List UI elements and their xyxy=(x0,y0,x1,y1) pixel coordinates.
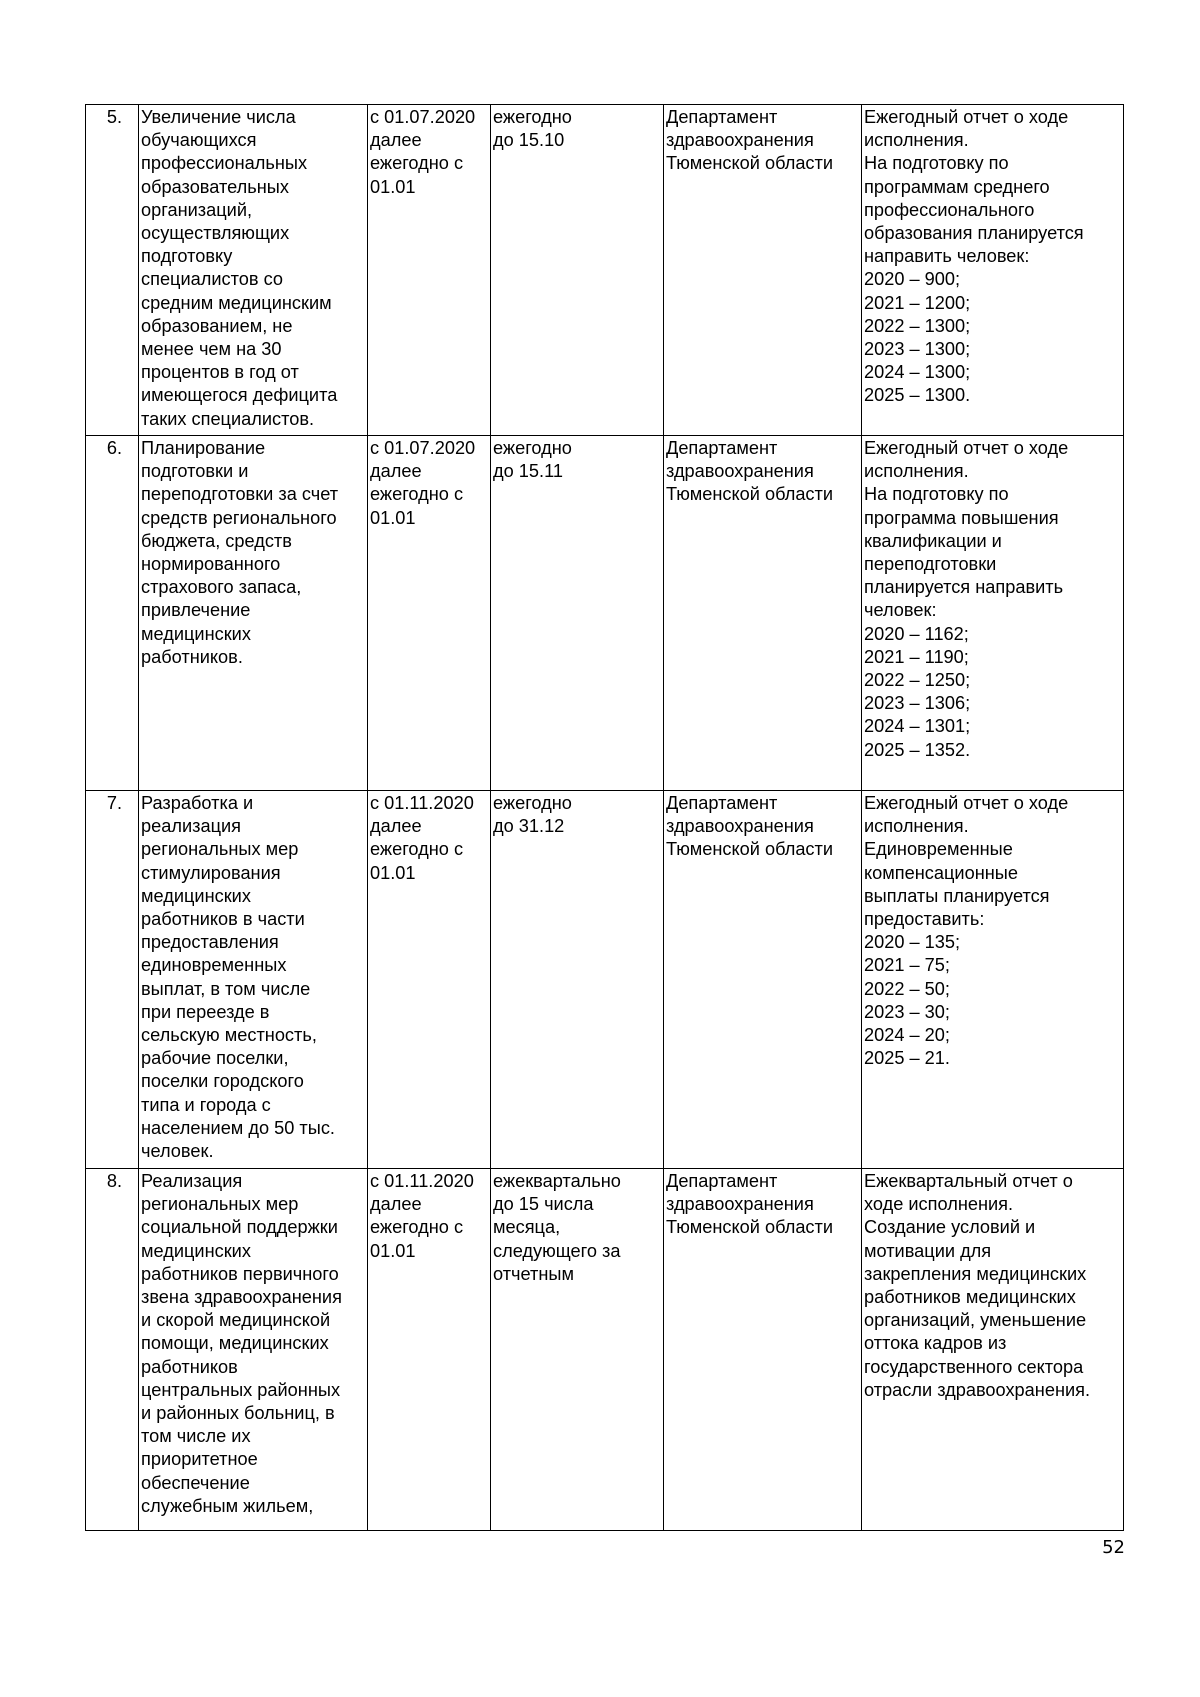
start-date-cell: с 01.11.2020 далее ежегодно с 01.01 xyxy=(368,1169,491,1531)
deadline-cell: ежегодно до 15.10 xyxy=(491,105,664,436)
deadline-cell: ежеквартально до 15 числа месяца, следующего за отчетным xyxy=(491,1169,664,1531)
table-row xyxy=(86,436,1124,791)
deadline-cell: ежегодно до 15.11 xyxy=(491,436,664,791)
start-date-cell: с 01.11.2020 далее ежегодно с 01.01 xyxy=(368,791,491,1169)
responsible-cell: Департамент здравоохранения Тюменской области xyxy=(664,791,862,1169)
responsible-cell: Департамент здравоохранения Тюменской области xyxy=(664,105,862,436)
measure-cell: Реализация региональных мер социальной поддержки медицинских работников первичного звена здравоохранения и скорой медицинской помощи, медицинских работников центральных районных и районных больниц, в том числе их приоритетное обеспечение служебным жильем, xyxy=(139,1169,368,1531)
start-date-cell: с 01.07.2020 далее ежегодно с 01.01 xyxy=(368,436,491,791)
responsible-cell: Департамент здравоохранения Тюменской области xyxy=(664,436,862,791)
result-cell: Ежегодный отчет о ходе исполнения. Единовременные компенсационные выплаты планируется предоставить: 2020 – 135; 2021 – 75; 2022 – 50; 2023 – 30; 2024 – 20; 2025 – 21. xyxy=(862,791,1124,1169)
table-row xyxy=(86,1169,1124,1531)
row-number: 5. xyxy=(86,105,139,436)
table-row xyxy=(86,105,1124,436)
measures-table xyxy=(85,104,1124,1531)
page-number: 52 xyxy=(1102,1537,1125,1558)
measure-cell: Разработка и реализация региональных мер стимулирования медицинских работников в части предоставления единовременных выплат, в том числе при переезде в сельскую местность, рабочие поселки, поселки городского типа и города с населением до 50 тыс. человек. xyxy=(139,791,368,1169)
row-number: 7. xyxy=(86,791,139,1169)
deadline-cell: ежегодно до 31.12 xyxy=(491,791,664,1169)
result-cell: Ежегодный отчет о ходе исполнения. На подготовку по программам среднего профессионального образования планируется направить человек: 2020 – 900; 2021 – 1200; 2022 – 1300; 2023 – 1300; 2024 – 1300; 2025 – 1300. xyxy=(862,105,1124,436)
measure-cell: Планирование подготовки и переподготовки за счет средств регионального бюджета, средств нормированного страхового запаса, привлечение медицинских работников. xyxy=(139,436,368,791)
row-number: 8. xyxy=(86,1169,139,1531)
row-number: 6. xyxy=(86,436,139,791)
measure-cell: Увеличение числа обучающихся профессиональных образовательных организаций, осуществляющих подготовку специалистов со средним медицинским образованием, не менее чем на 30 процентов в год от имеющегося дефицита таких специалистов. xyxy=(139,105,368,436)
result-cell: Ежегодный отчет о ходе исполнения. На подготовку по программа повышения квалификации и переподготовки планируется направить человек: 2020 – 1162; 2021 – 1190; 2022 – 1250; 2023 – 1306; 2024 – 1301; 2025 – 1352. xyxy=(862,436,1124,791)
result-cell: Ежеквартальный отчет о ходе исполнения. Создание условий и мотивации для закрепления медицинских работников медицинских организаций, уменьшение оттока кадров из государственного сектора отрасли здравоохранения. xyxy=(862,1169,1124,1531)
table-row xyxy=(86,791,1124,1169)
start-date-cell: с 01.07.2020 далее ежегодно с 01.01 xyxy=(368,105,491,436)
responsible-cell: Департамент здравоохранения Тюменской области xyxy=(664,1169,862,1531)
